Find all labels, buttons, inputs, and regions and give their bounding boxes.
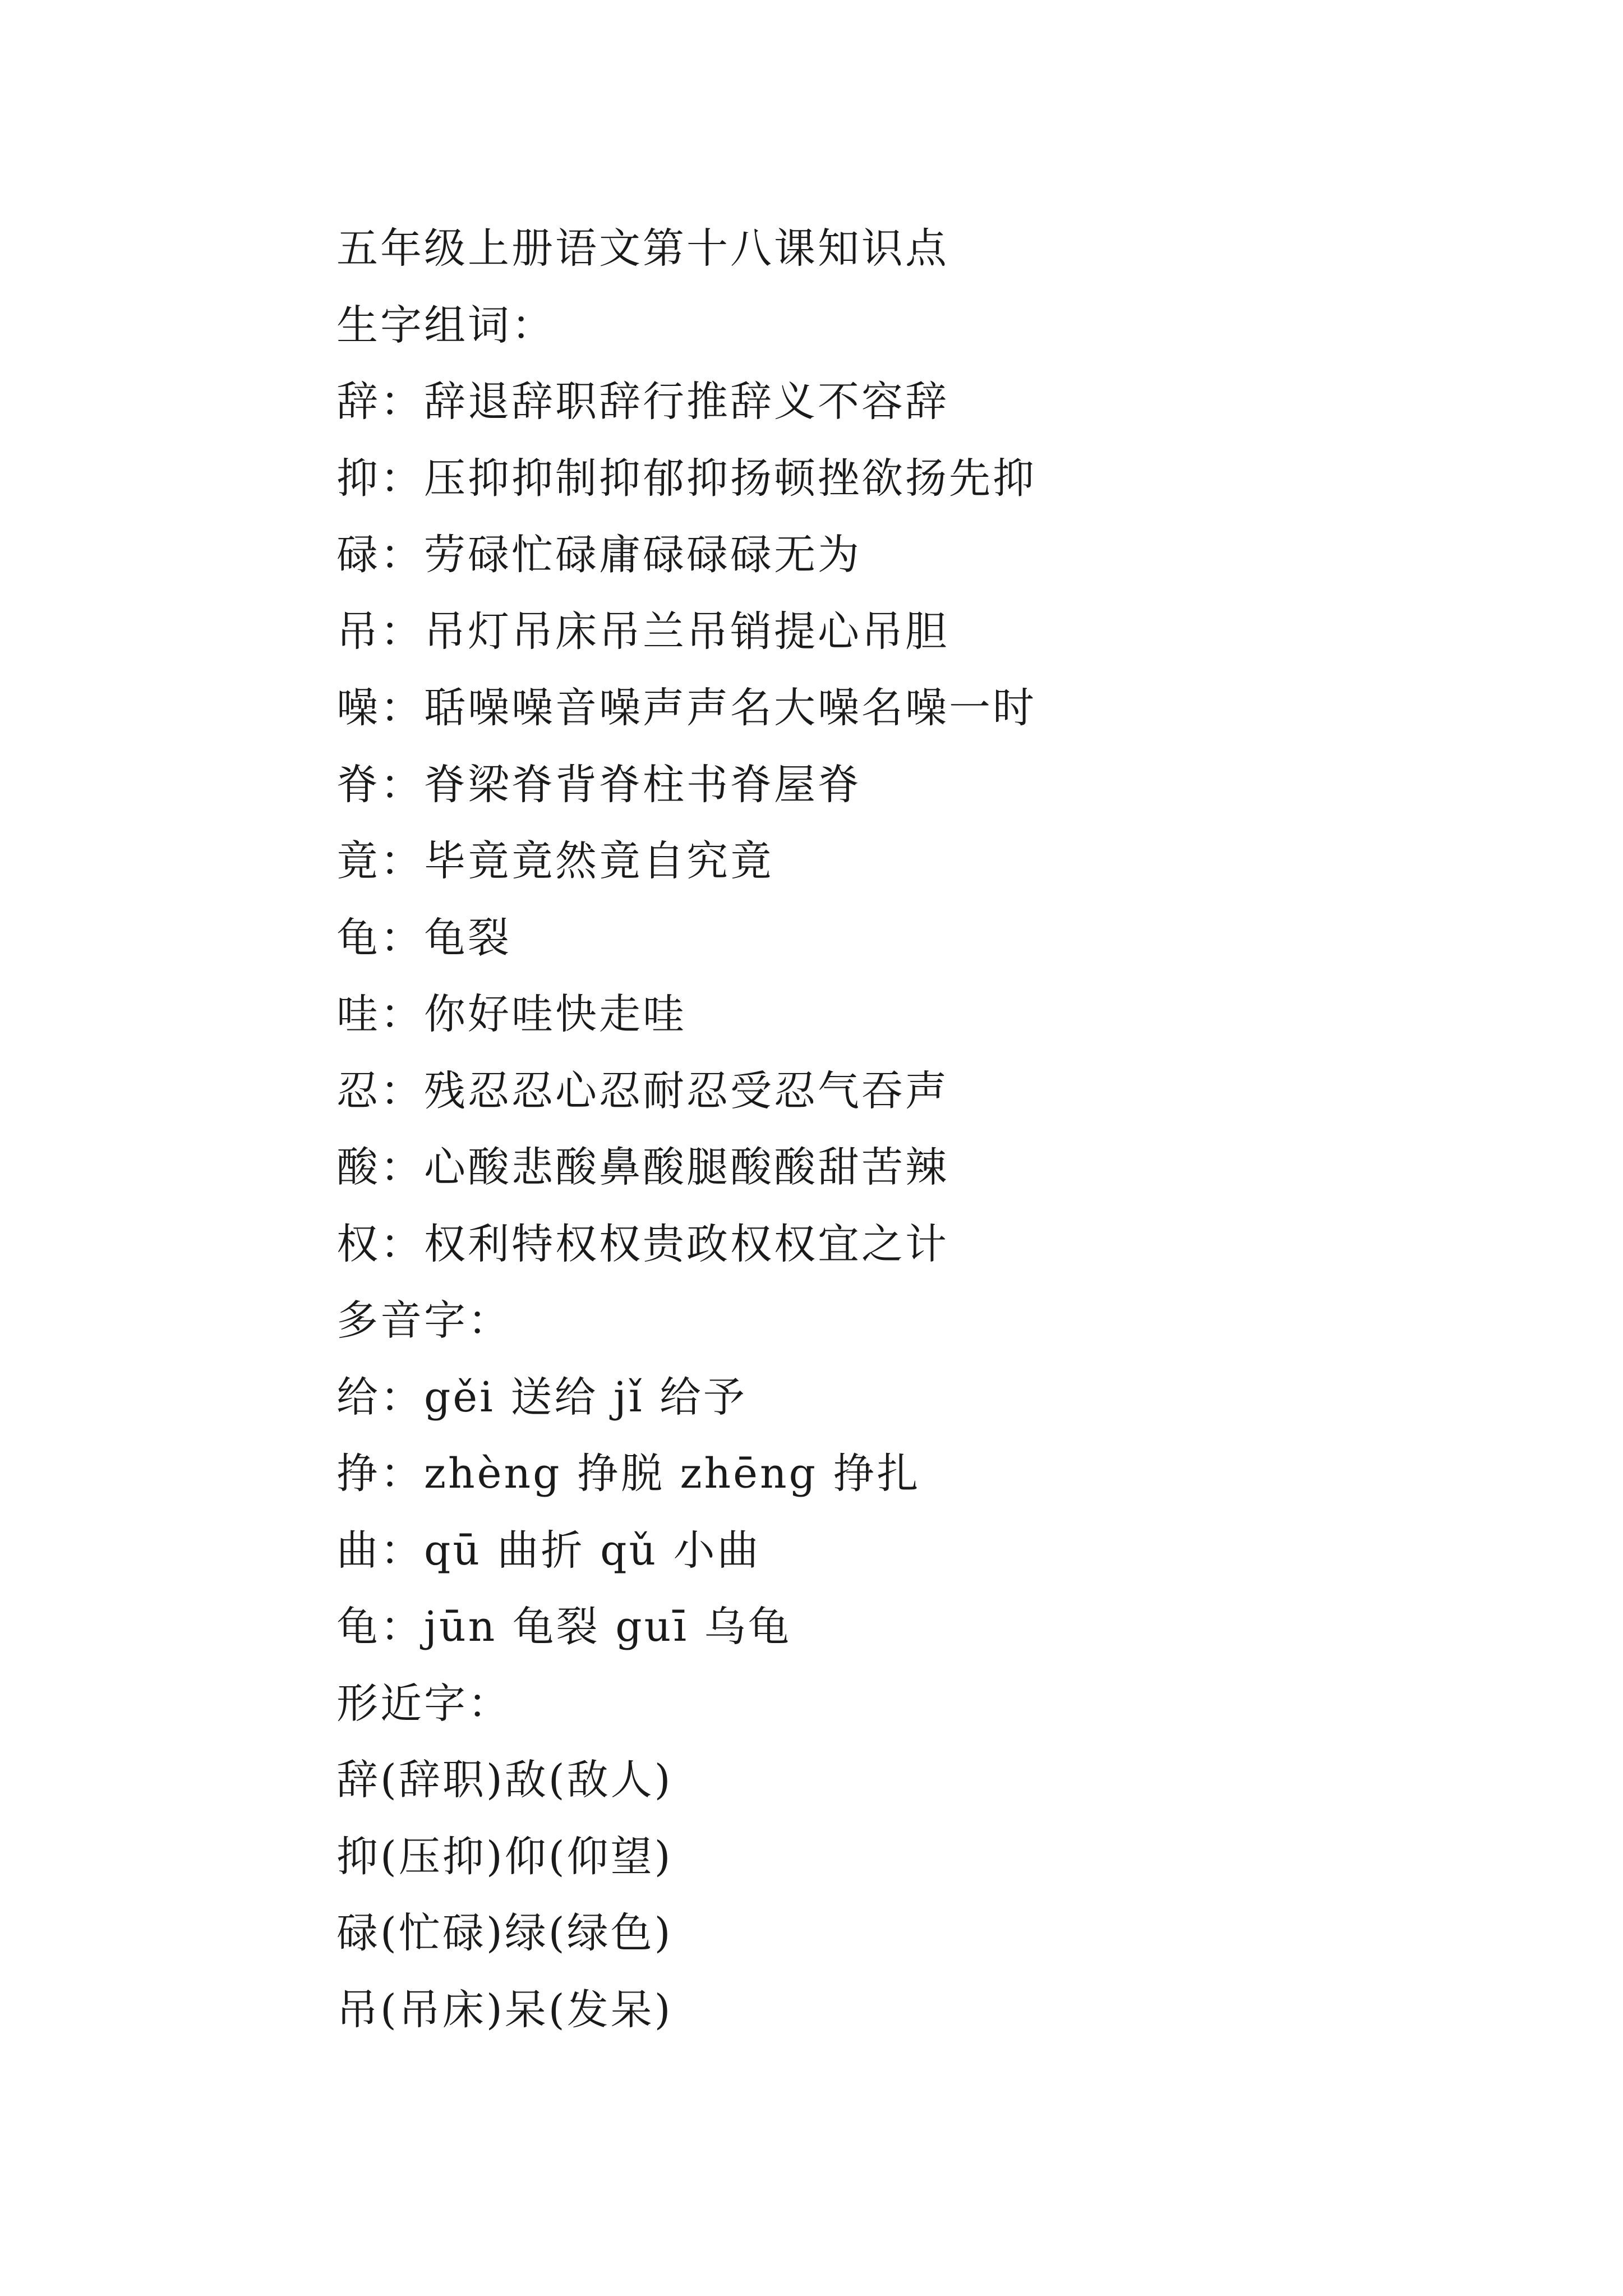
polyphone-item: 挣：zhèng 挣脱 zhēng 挣扎 — [336, 1450, 921, 1498]
vocab-item: 碌：劳碌忙碌庸碌碌碌无为 — [336, 531, 861, 579]
polyphone-item: 曲：qū 曲折 qǔ 小曲 — [336, 1526, 761, 1575]
vocab-item: 抑：压抑抑制抑郁抑扬顿挫欲扬先抑 — [336, 454, 1036, 503]
polyphone-item: 给：gěi 送给 jǐ 给予 — [336, 1373, 748, 1421]
similar-character-item: 吊(吊床)呆(发呆) — [336, 1985, 673, 2034]
vocab-item: 忍：残忍忍心忍耐忍受忍气吞声 — [336, 1066, 949, 1115]
vocab-item: 辞：辞退辞职辞行推辞义不容辞 — [336, 378, 949, 426]
similar-character-item: 抑(压抑)仰(仰望) — [336, 1832, 673, 1881]
vocab-item: 龟：龟裂 — [336, 913, 511, 962]
similar-character-item: 碌(忙碌)绿(绿色) — [336, 1909, 673, 1957]
vocab-item: 噪：聒噪噪音噪声声名大噪名噪一时 — [336, 684, 1036, 732]
section-heading-polyphones: 多音字： — [336, 1296, 511, 1345]
vocab-item: 酸：心酸悲酸鼻酸腿酸酸甜苦辣 — [336, 1143, 949, 1191]
document-body — [336, 210, 1514, 2048]
vocab-item: 吊：吊灯吊床吊兰吊销提心吊胆 — [336, 607, 949, 656]
vocab-item: 权：权利特权权贵政权权宜之计 — [336, 1220, 949, 1268]
polyphone-item: 龟：jūn 龟裂 guī 乌龟 — [336, 1603, 792, 1651]
section-heading-similar-characters: 形近字： — [336, 1679, 511, 1728]
section-heading-vocabulary: 生字组词： — [336, 301, 555, 349]
document-title: 五年级上册语文第十八课知识点 — [336, 224, 949, 273]
vocab-item: 哇：你好哇快走哇 — [336, 990, 686, 1038]
vocab-item: 脊：脊梁脊背脊柱书脊屋脊 — [336, 760, 861, 809]
vocab-item: 竟：毕竟竟然竟自究竟 — [336, 837, 774, 885]
similar-character-item: 辞(辞职)敌(敌人) — [336, 1756, 673, 1804]
